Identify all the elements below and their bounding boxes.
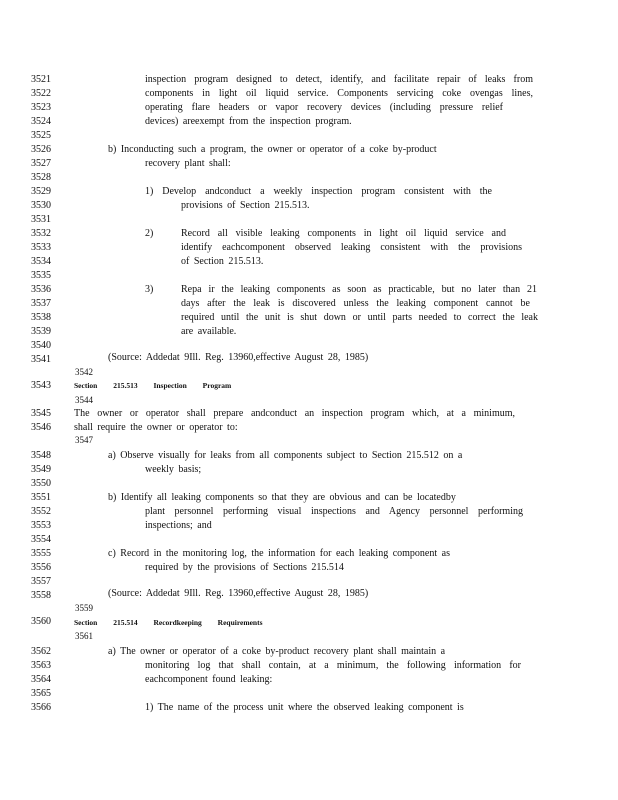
line-number: 3531 xyxy=(31,214,51,225)
line-number: 3544 xyxy=(75,395,93,405)
line-number: 3548 xyxy=(31,450,51,461)
line-number: 3533 xyxy=(31,242,51,253)
line-number: 3521 xyxy=(31,74,51,85)
line-number: 3550 xyxy=(31,478,51,489)
list-item-1: 1) The name of the process unit where the observed leaking component is xyxy=(145,702,464,713)
text-line: identify eachcomponent observed leaking consistent with the provisions xyxy=(181,242,522,253)
line-number: 3562 xyxy=(31,646,51,657)
line-number: 3566 xyxy=(31,702,51,713)
line-number: 3524 xyxy=(31,116,51,127)
line-number: 3542 xyxy=(75,367,93,377)
list-marker-3: 3) xyxy=(145,284,154,295)
line-number: 3560 xyxy=(31,616,51,627)
text-line: recovery plant shall: xyxy=(145,158,231,169)
line-number: 3559 xyxy=(75,603,93,613)
line-number: 3546 xyxy=(31,422,51,433)
line-number: 3555 xyxy=(31,548,51,559)
text-line: required until the unit is shut down or until parts needed to correct the leak xyxy=(181,312,538,323)
list-item-b: b) Inconducting such a program, the owner or operator of a coke by-product xyxy=(108,144,437,155)
section-text: The owner or operator shall prepare andconduct an inspection program which, at a minimum, xyxy=(74,408,515,419)
list-marker-2: 2) xyxy=(145,228,154,239)
line-number: 3551 xyxy=(31,492,51,503)
list-item-b: b) Identify all leaking components so that they are obvious and can be locatedby xyxy=(108,492,456,503)
text-line: plant personnel performing visual inspections and Agency personnel performing xyxy=(145,506,523,517)
list-item-1: 1) Develop andconduct a weekly inspection program consistent with the xyxy=(145,186,492,197)
text-line: operating flare headers or vapor recovery devices (including pressure relief xyxy=(145,102,503,113)
text-line: days after the leak is discovered unless the leaking component cannot be xyxy=(181,298,530,309)
line-number: 3557 xyxy=(31,576,51,587)
text-line: monitoring log that shall contain, at a minimum, the following information for xyxy=(145,660,521,671)
text-line: eachcomponent found leaking: xyxy=(145,674,273,685)
line-number: 3538 xyxy=(31,312,51,323)
line-number: 3526 xyxy=(31,144,51,155)
text-line: required by the provisions of Sections 215.514 xyxy=(145,562,344,573)
line-number: 3556 xyxy=(31,562,51,573)
text-line: devices) areexempt from the inspection program. xyxy=(145,116,352,127)
line-number: 3540 xyxy=(31,340,51,351)
line-number: 3554 xyxy=(31,534,51,545)
text-line: provisions of Section 215.513. xyxy=(181,200,310,211)
line-number: 3528 xyxy=(31,172,51,183)
line-number: 3549 xyxy=(31,464,51,475)
line-number: 3553 xyxy=(31,520,51,531)
text-line: weekly basis; xyxy=(145,464,202,475)
line-number: 3552 xyxy=(31,506,51,517)
line-number: 3541 xyxy=(31,354,51,365)
line-number: 3537 xyxy=(31,298,51,309)
line-number: 3522 xyxy=(31,88,51,99)
section-heading: Section 215.513 Inspection Program xyxy=(74,381,232,390)
line-number: 3534 xyxy=(31,256,51,267)
list-item-a: a) The owner or operator of a coke by-product recovery plant shall maintain a xyxy=(108,646,446,657)
line-number: 3539 xyxy=(31,326,51,337)
line-number: 3529 xyxy=(31,186,51,197)
line-number: 3558 xyxy=(31,590,51,601)
line-number: 3561 xyxy=(75,631,93,641)
source-note: (Source: Addedat 9Ill. Reg. 13960,effective August 28, 1985) xyxy=(108,352,369,363)
line-number: 3543 xyxy=(31,380,51,391)
source-note: (Source: Addedat 9Ill. Reg. 13960,effective August 28, 1985) xyxy=(108,588,369,599)
line-number: 3565 xyxy=(31,688,51,699)
text-line: shall require the owner or operator to: xyxy=(74,422,238,433)
line-number: 3535 xyxy=(31,270,51,281)
line-number: 3547 xyxy=(75,435,93,445)
text-line: of Section 215.513. xyxy=(181,256,264,267)
line-number: 3564 xyxy=(31,674,51,685)
line-number: 3525 xyxy=(31,130,51,141)
line-number: 3536 xyxy=(31,284,51,295)
list-item-a: a) Observe visually for leaks from all components subject to Section 215.512 on a xyxy=(108,450,463,461)
list-item-c: c) Record in the monitoring log, the information for each leaking component as xyxy=(108,548,450,559)
line-number: 3523 xyxy=(31,102,51,113)
line-number: 3563 xyxy=(31,660,51,671)
list-item-2: Record all visible leaking components in light oil liquid service and xyxy=(181,228,506,239)
section-heading: Section 215.514 Recordkeeping Requirements xyxy=(74,618,263,627)
text-line: inspection program designed to detect, identify, and facilitate repair of leaks from xyxy=(145,74,533,85)
line-number: 3527 xyxy=(31,158,51,169)
list-item-3: Repa ir the leaking components as soon as practicable, but no later than 21 xyxy=(181,284,537,295)
text-line: components in light oil liquid service. Components servicing coke ovengas lines, xyxy=(145,88,533,99)
text-line: are available. xyxy=(181,326,237,337)
line-number: 3530 xyxy=(31,200,51,211)
line-number: 3532 xyxy=(31,228,51,239)
line-number: 3545 xyxy=(31,408,51,419)
text-line: inspections; and xyxy=(145,520,212,531)
